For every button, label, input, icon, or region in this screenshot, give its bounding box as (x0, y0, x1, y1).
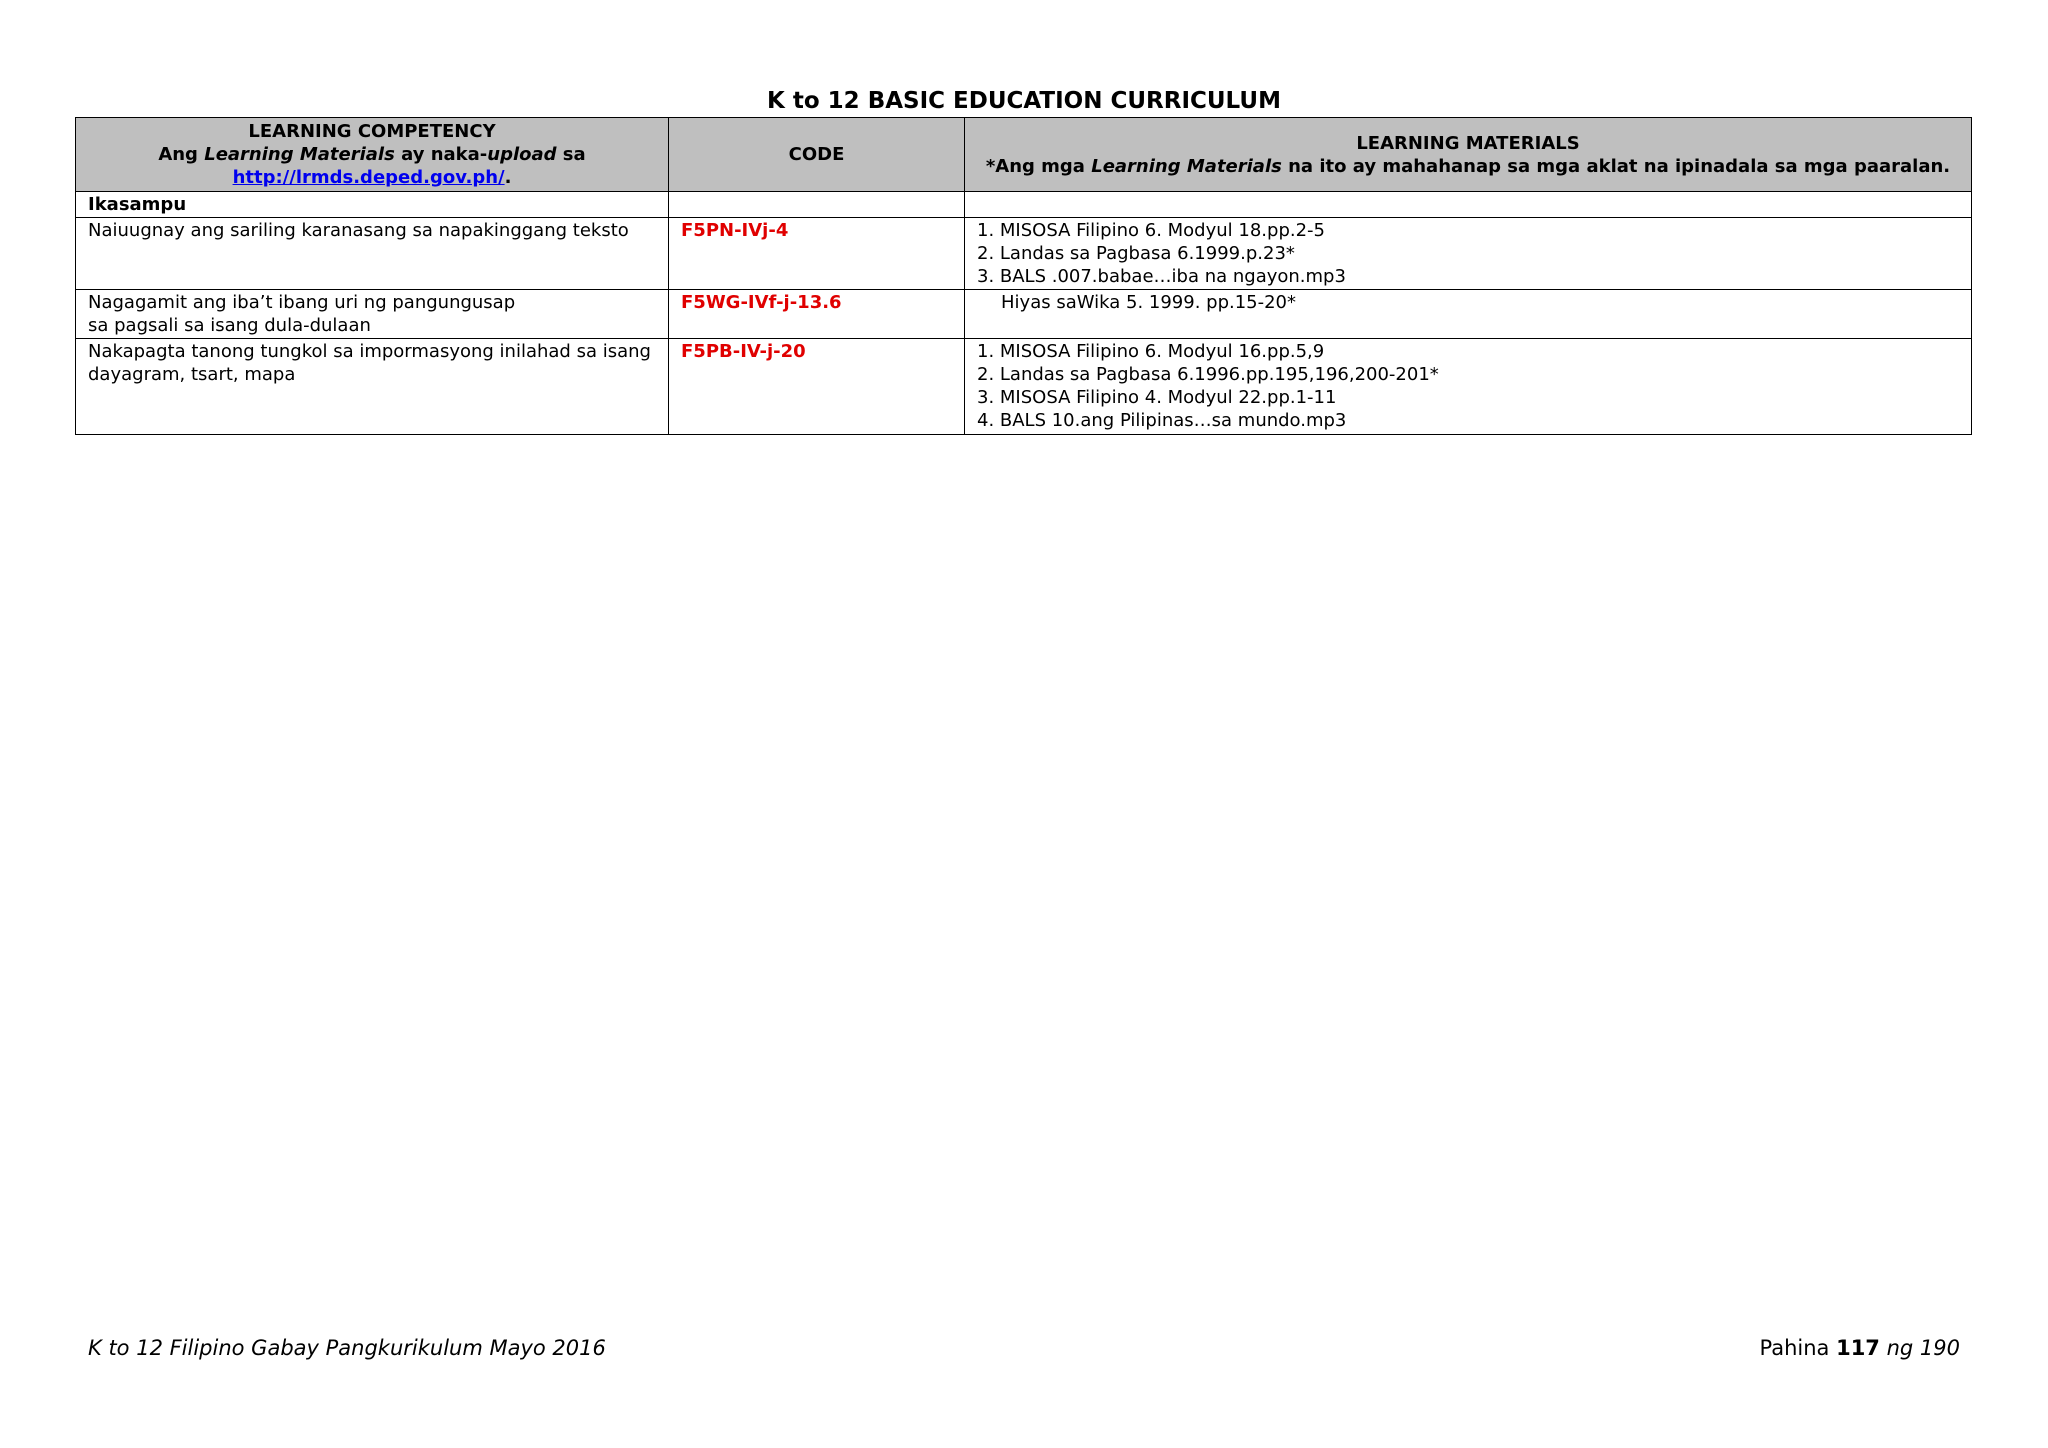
material-item: 1. MISOSA Filipino 6. Modyul 16.pp.5,9 (977, 341, 1325, 362)
table-row (76, 339, 1972, 435)
header-materials-subtitle (973, 155, 1963, 178)
material-item: 1. MISOSA Filipino 6. Modyul 18.pp.2-5 (977, 220, 1325, 241)
header-learning-competency (76, 118, 669, 192)
code-cell: F5WG-IVf-j-13.6 (669, 290, 965, 339)
materials-cell (965, 290, 1972, 339)
materials-list (977, 219, 1959, 288)
header-competency-text-c: ay naka- (394, 144, 488, 165)
table-row (76, 290, 1972, 339)
table-header-row (76, 118, 1972, 192)
material-item: 2. Landas sa Pagbasa 6.1999.p.23* (977, 243, 1295, 264)
materials-cell (965, 218, 1972, 290)
header-competency-text-d: upload (487, 144, 557, 165)
materials-list (977, 340, 1959, 432)
competency-cell (76, 218, 669, 290)
header-competency-link-tail: . (504, 167, 512, 188)
footer-page-number (1759, 1336, 1960, 1360)
competency-text: Nakapagta tanong tungkol sa impormasyong inilahad sa isang dayagram, tsart, mapa (88, 341, 651, 385)
materials-cell (965, 339, 1972, 435)
footer-page-current: 117 (1836, 1336, 1880, 1360)
code-cell: F5PB-IV-j-20 (669, 339, 965, 435)
header-competency-link-line (84, 166, 660, 189)
code-cell: F5PN-IVj-4 (669, 218, 965, 290)
lrmds-link[interactable]: http://lrmds.deped.gov.ph/ (232, 167, 505, 188)
footer-page-total: ng 190 (1879, 1336, 1960, 1360)
header-code: CODE (669, 118, 965, 192)
footer-document-title: K to 12 Filipino Gabay Pangkurikulum Mayo 2016 (88, 1336, 606, 1360)
curriculum-table (75, 117, 1972, 435)
competency-text: Naiuugnay ang sariling karanasang sa napakinggang teksto (88, 220, 629, 241)
competency-text: sa pagsali sa isang dula-dulaan (88, 315, 371, 336)
material-item: Hiyas saWika 5. 1999. pp.15-20* (1001, 292, 1297, 313)
page-title: K to 12 BASIC EDUCATION CURRICULUM (767, 88, 1281, 114)
header-materials-text-b: Learning Materials (1091, 155, 1282, 177)
header-materials-text-c: na ito ay mahahanap sa mga aklat na ipinadala sa mga paaralan. (1281, 155, 1951, 177)
material-item: 3. BALS .007.babae…iba na ngayon.mp3 (977, 266, 1346, 287)
material-item: 4. BALS 10.ang Pilipinas…sa mundo.mp3 (977, 410, 1347, 431)
header-materials-title: LEARNING MATERIALS (1356, 132, 1580, 154)
header-competency-title: LEARNING COMPETENCY (248, 121, 496, 142)
competency-text: Nagagamit ang iba’t ibang uri ng pangungusap (88, 292, 516, 313)
section-materials-empty (965, 192, 1972, 218)
header-learning-materials (965, 118, 1972, 192)
competency-cell (76, 339, 669, 435)
material-item: 2. Landas sa Pagbasa 6.1996.pp.195,196,200-201* (977, 364, 1439, 385)
competency-cell (76, 290, 669, 339)
header-competency-text-e: sa (556, 144, 586, 165)
footer-page-label: Pahina (1759, 1336, 1837, 1360)
section-code-empty (669, 192, 965, 218)
table-row (76, 218, 1972, 290)
header-materials-text-a: *Ang mga (985, 155, 1092, 177)
section-row (76, 192, 1972, 218)
header-competency-subtitle (84, 143, 660, 166)
materials-list (977, 291, 1959, 314)
header-competency-text-a: Ang (158, 144, 205, 165)
header-competency-text-b: Learning Materials (204, 144, 395, 165)
material-item: 3. MISOSA Filipino 4. Modyul 22.pp.1-11 (977, 387, 1337, 408)
section-label: Ikasampu (76, 192, 669, 218)
